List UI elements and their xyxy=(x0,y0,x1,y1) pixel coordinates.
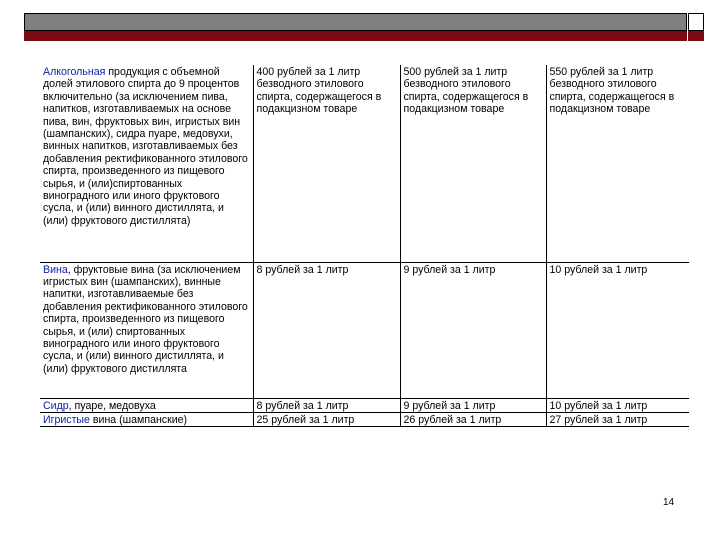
corner-square xyxy=(688,13,704,41)
table-row xyxy=(40,412,689,426)
product-keyword: Алкогольная xyxy=(43,66,106,78)
product-keyword: Сидр xyxy=(43,399,69,412)
table-row xyxy=(40,65,689,262)
header-gray-bar xyxy=(24,13,687,31)
rate-cell: 25 рублей за 1 литр xyxy=(253,412,400,426)
rate-cell: 400 рублей за 1 литр безводного этилового спирта, содержащегося в подакцизном товаре xyxy=(253,65,400,262)
rate-cell: 8 рублей за 1 литр xyxy=(253,398,400,412)
header-red-bar xyxy=(24,31,687,41)
rate-cell: 26 рублей за 1 литр xyxy=(400,412,546,426)
table-row xyxy=(40,398,689,412)
table-row xyxy=(40,262,689,398)
product-description: , фруктовые вина (за исключением игристых вин (шампанских), винные напитки, изготавливаемые без добавления ректификованного этилового спирта, произведенного из пищевого сырья, и (или) спиртованных виноградного или иного фруктового сусла, и (или) винного дистиллята, и (или) фруктового дистиллята xyxy=(43,263,248,375)
rate-cell: 9 рублей за 1 литр xyxy=(400,398,546,412)
rate-cell: 550 рублей за 1 литр безводного этилового спирта, содержащегося в подакцизном товаре xyxy=(546,65,689,262)
product-description: вина (шампанские) xyxy=(89,413,188,426)
corner-square-top xyxy=(688,13,704,31)
product-keyword: Игристые xyxy=(43,413,90,426)
product-cell xyxy=(40,262,253,398)
rate-cell: 9 рублей за 1 литр xyxy=(400,262,546,398)
product-description: , пуаре, медовуха xyxy=(68,399,156,412)
rate-cell: 8 рублей за 1 литр xyxy=(253,262,400,398)
product-cell xyxy=(40,65,253,262)
product-description: продукция с объемной долей этилового спирта до 9 процентов включительно (за исключением пива, напитков, изготавливаемых на основе пива, вин, фруктовых вин, игристых вин (шампанских), сидра пуаре, медовухи, винных напитков, изготавливаемых без добавления ректификованного этилового спирта, произведенного из пищевого сырья, и (или)спиртованных виноградного или иного фруктового сусла, и (или) винного дистиллята, и (или) фруктового дистиллята) xyxy=(43,66,248,227)
page-number: 14 xyxy=(663,497,675,508)
corner-square-bottom xyxy=(688,31,704,41)
rate-cell: 27 рублей за 1 литр xyxy=(546,412,689,426)
rate-cell: 500 рублей за 1 литр безводного этилового спирта, содержащегося в подакцизном товаре xyxy=(400,65,546,262)
rate-cell: 10 рублей за 1 литр xyxy=(546,398,689,412)
rate-cell: 10 рублей за 1 литр xyxy=(546,262,689,398)
product-keyword: Вина xyxy=(43,263,68,276)
product-cell xyxy=(40,412,253,426)
excise-rates-table xyxy=(40,65,689,427)
product-cell xyxy=(40,398,253,412)
